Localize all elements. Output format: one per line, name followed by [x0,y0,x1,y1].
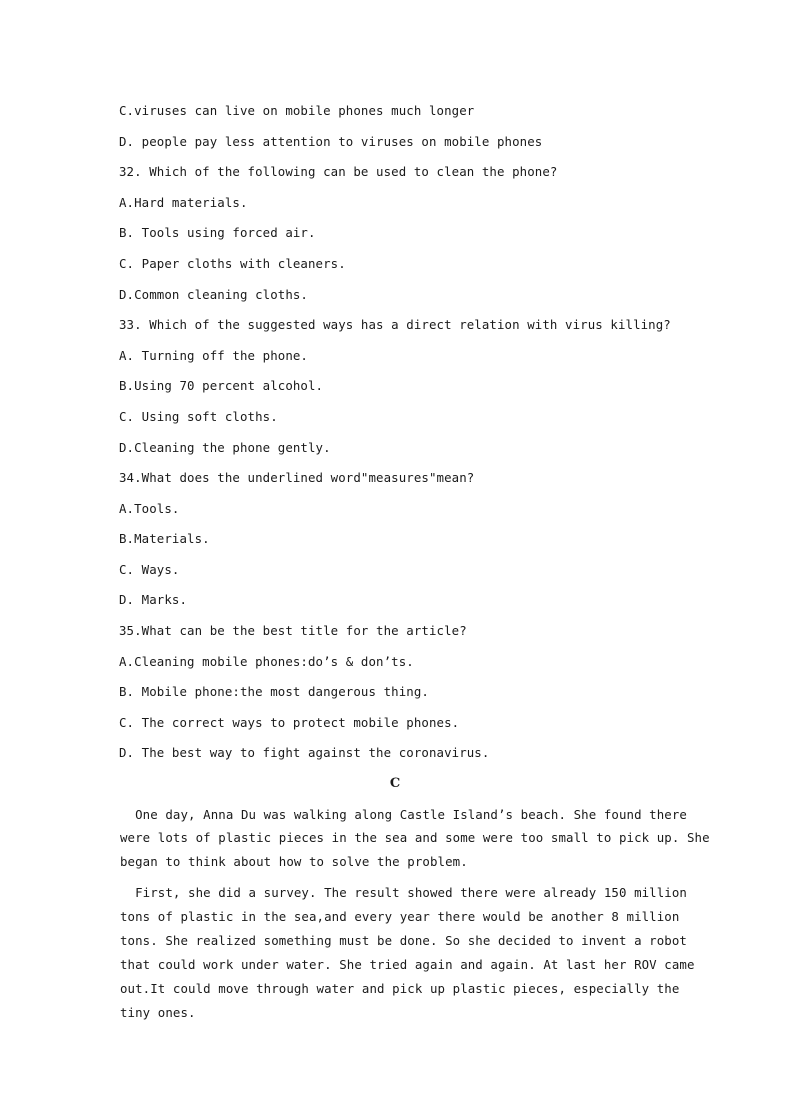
q34-option-b: B.Materials. [119,531,210,546]
q32-option-a: A.Hard materials. [119,195,248,210]
q33-option-b: B.Using 70 percent alcohol. [119,378,324,393]
q33-option-a: A. Turning off the phone. [119,348,308,363]
paragraph-1-line: were lots of plastic pieces in the sea and some were too small to pick up. She [120,830,710,845]
paragraph-2-line: that could work under water. She tried again and again. At last her ROV came [120,957,695,972]
q32-option-d: D.Common cleaning cloths. [119,287,308,302]
q35-option-b: B. Mobile phone:the most dangerous thing. [119,684,429,699]
q31-option-c: C.viruses can live on mobile phones much longer [119,103,475,118]
q34-stem: 34.What does the underlined word"measures"mean? [119,470,475,485]
q34-option-d: D. Marks. [119,592,188,607]
q35-option-a: A.Cleaning mobile phones:do’s & don’ts. [119,654,414,669]
q32-option-c: C. Paper cloths with cleaners. [119,256,346,271]
paragraph-2-line: out.It could move through water and pick up plastic pieces, especially the [120,981,680,996]
q35-option-d: D. The best way to fight against the coronavirus. [119,745,490,760]
paragraph-2-line: tiny ones. [120,1005,196,1020]
paragraph-1-line: One day, Anna Du was walking along Castle Island’s beach. She found there [120,807,687,822]
q35-stem: 35.What can be the best title for the article? [119,623,467,638]
q32-option-b: B. Tools using forced air. [119,225,316,240]
q33-option-d: D.Cleaning the phone gently. [119,440,331,455]
paragraph-1-line: began to think about how to solve the problem. [120,854,468,869]
q35-option-c: C. The correct ways to protect mobile phones. [119,715,460,730]
q34-option-c: C. Ways. [119,562,180,577]
q32-stem: 32. Which of the following can be used to clean the phone? [119,164,558,179]
q33-stem: 33. Which of the suggested ways has a direct relation with virus killing? [119,317,671,332]
paragraph-2-line: First, she did a survey. The result showed there were already 150 million [120,885,687,900]
q31-option-d: D. people pay less attention to viruses on mobile phones [119,134,543,149]
q33-option-c: C. Using soft cloths. [119,409,278,424]
section-heading-c: C [389,776,401,791]
q34-option-a: A.Tools. [119,501,180,516]
paragraph-2-line: tons. She realized something must be done. So she decided to invent a robot [120,933,687,948]
paragraph-2-line: tons of plastic in the sea,and every year there would be another 8 million [120,909,680,924]
